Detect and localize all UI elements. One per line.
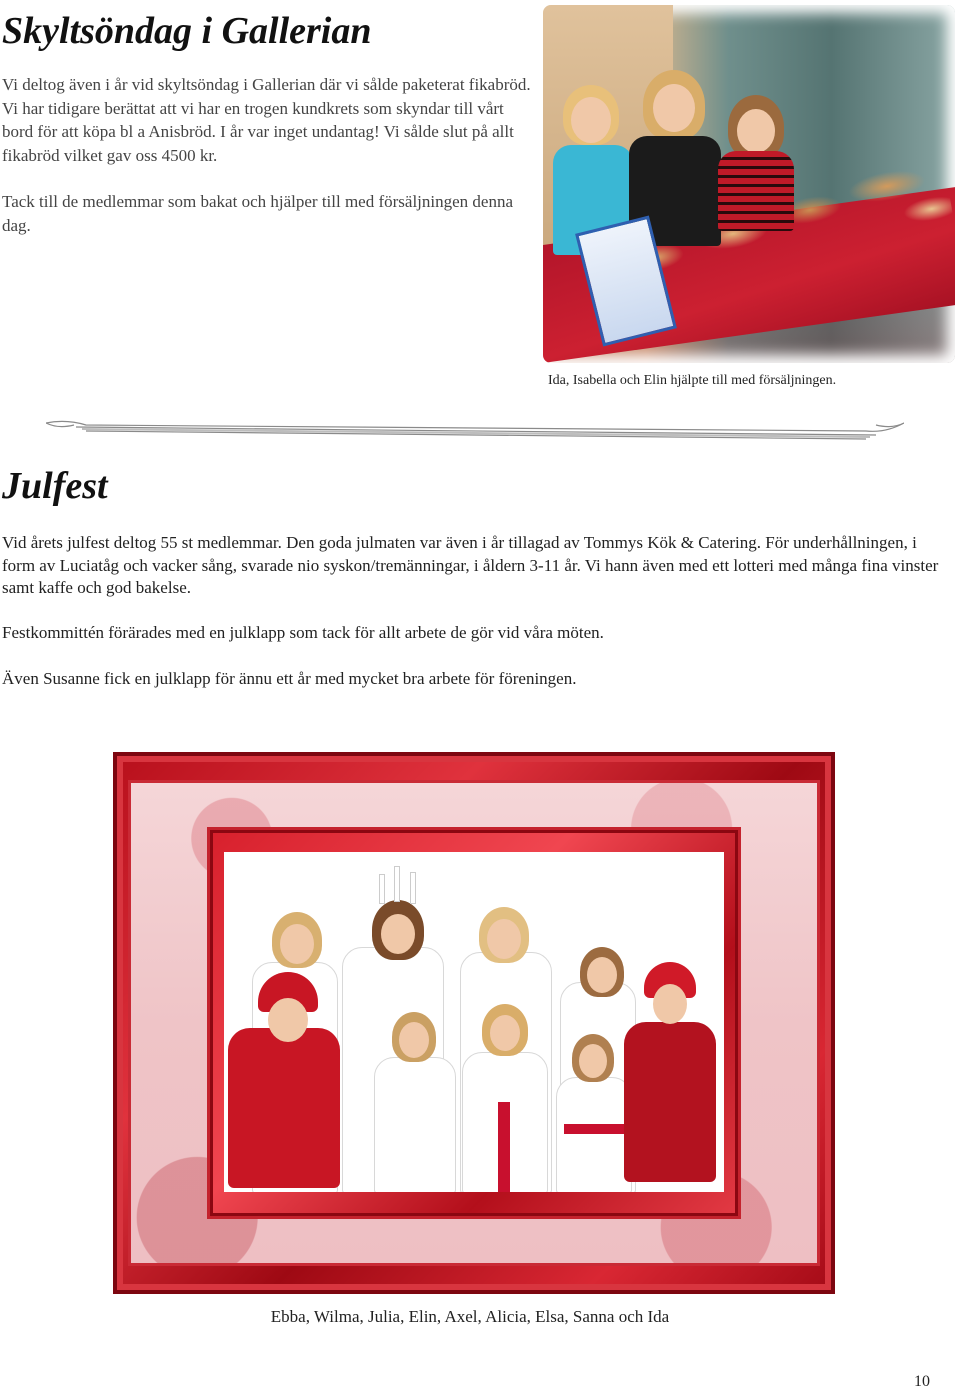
photo-red-sash-1	[498, 1102, 510, 1192]
lucia-procession-photo	[224, 852, 724, 1192]
photo-santa-child	[228, 1028, 340, 1188]
julfest-paragraph-3: Även Susanne fick en julklapp för ännu ett år med mycket bra arbete för föreningen.	[2, 669, 577, 688]
photo-candle-3	[410, 872, 416, 904]
sale-table-photo	[543, 5, 955, 363]
photo-red-sash-2	[564, 1124, 624, 1134]
skyltsondag-paragraph-1: Vi deltog även i år vid skyltsöndag i Gallerian där vi sålde paketerat fikabröd. Vi har tidigare berättat att vi har en trogen kundkrets som skyndar till vårt bord för att köpa bl a Anisbröd. I år var inget undantag! Vi sålde slut på allt fikabröd vilket gav oss 4500 kr.	[2, 75, 531, 165]
photo-red-dress-child	[624, 1022, 716, 1182]
ornamental-divider	[46, 415, 904, 443]
photo-window-sign	[780, 29, 896, 100]
section-title-julfest: Julfest	[2, 465, 108, 507]
photo-child-front-2	[374, 1057, 456, 1192]
lucia-photo-caption: Ebba, Wilma, Julia, Elin, Axel, Alicia, Elsa, Sanna och Ida	[270, 1307, 670, 1326]
photo-candle-2	[394, 866, 400, 902]
julfest-paragraph-1: Vid årets julfest deltog 55 st medlemmar. Den goda julmaten var även i år tillagad av Tommys Kök & Catering. För underhållningen, i form av Luciatåg och vacker sång, svarade nio syskon/tremänningar, i åldern 3-11 år. Vi hann även med ett lotteri med många fina vinster samt kaffe och god bakelse.	[2, 533, 939, 597]
page-number: 10	[914, 1373, 930, 1390]
section-title-skyltsondag: Skyltsöndag i Gallerian	[2, 10, 372, 52]
sale-photo-caption: Ida, Isabella och Elin hjälpte till med försäljningen.	[548, 373, 837, 388]
photo-child-front-4	[556, 1077, 632, 1192]
julfest-paragraph-2: Festkommittén förärades med en julklapp som tack för allt arbete de gör vid våra möten.	[2, 623, 604, 642]
photo-candle-1	[379, 874, 385, 904]
skyltsondag-paragraph-2: Tack till de medlemmar som bakat och hjälper till med försäljningen denna dag.	[2, 192, 514, 235]
